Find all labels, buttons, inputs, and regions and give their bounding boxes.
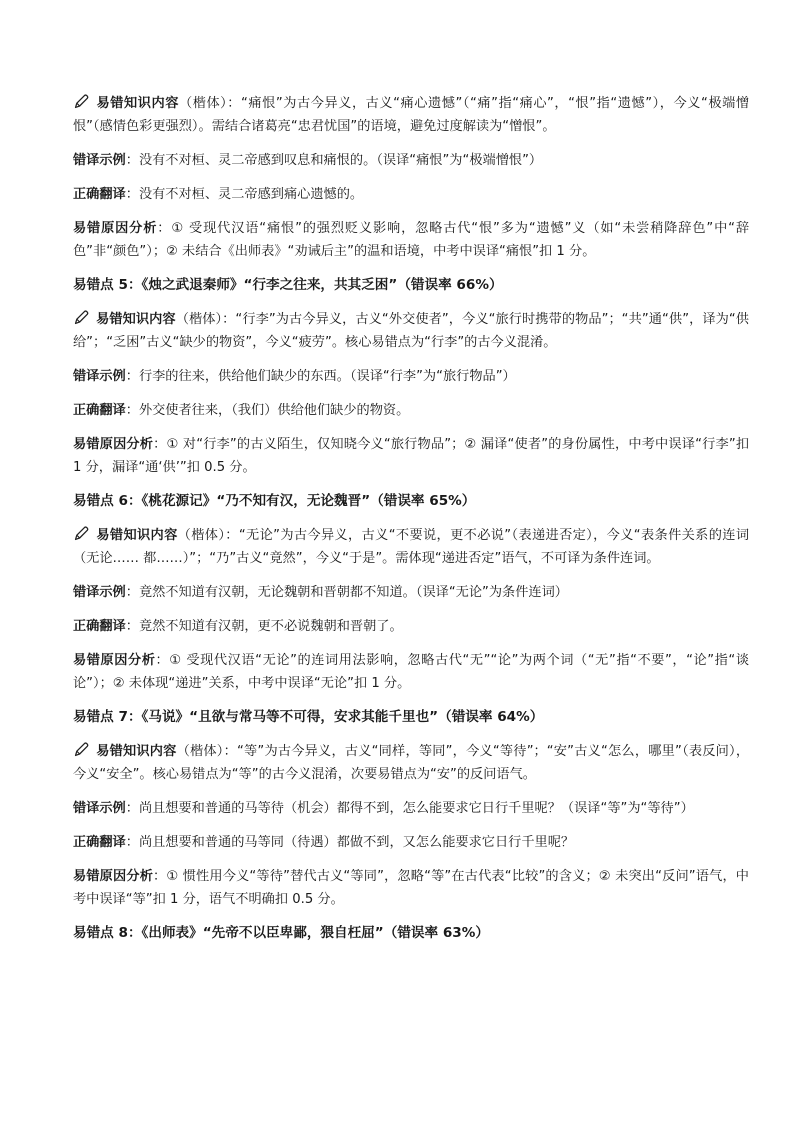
pencil-icon [73,741,90,758]
pencil-icon [73,309,90,326]
knowledge-text: “等”为古今异义，古义“同样，等同”，今义“等待”；“安”古义“怎么，哪里”（表反问），今义“安全”。核心易错点为“等”的古今义混淆，次要易错点为“安”的反问语气。 [73,744,750,782]
correct-label: 正确翻译 [73,403,126,418]
wrong-text: 竟然不知道有汉朝，无论魏朝和晋朝都不知道。（误译“无论”为条件连词） [138,585,568,600]
correct-translation-paragraph: 正确翻译：尚且想要和普通的马等同（待遇）都做不到，又怎么能要求它日行千里呢？ [73,835,575,850]
wrong-label: 错译示例 [73,585,126,600]
knowledge-paragraph [73,524,749,570]
knowledge-label: 易错知识内容 [96,528,178,543]
analysis-text: ① 对“行李”的古义陌生，仅知晓今义“旅行物品”；② 漏译“使者”的身份属性，中考中误译“行李”扣 1 分，漏译“通‘供’”扣 0.5 分。 [73,437,750,475]
wrong-text: 行李的往来，供给他们缺少的东西。（误译“行李”为“旅行物品”） [138,369,516,384]
wrong-label: 错译示例 [73,801,126,816]
analysis-paragraph: 易错原因分析：① 惯性用今义“等待”替代古义“等同”，忽略“等”在古代表“比较”的含义；② 未突出“反问”语气，中考中误译“等”扣 1 分，语气不明确扣 0.5 分。 [73,869,749,907]
analysis-label: 易错原因分析 [73,869,154,884]
knowledge-paragraph [73,308,749,354]
knowledge-text: “痛恨”为古今异义，古义“痛心遗憾”（“痛”指“痛心”，“恨”指“遗憾”），今义“极端憎恨”（感情色彩更强烈）。需结合诸葛亮“忠君忧国”的语境，避免过度解读为“憎恨”。 [73,96,750,134]
correct-text: 没有不对桓、灵二帝感到痛心遗憾的。 [138,187,364,202]
analysis-paragraph: 易错原因分析：① 对“行李”的古义陌生，仅知晓今义“旅行物品”；② 漏译“使者”的身份属性，中考中误译“行李”扣 1 分，漏译“通‘供’”扣 0.5 分。 [73,437,750,475]
correct-translation-paragraph: 正确翻译：没有不对桓、灵二帝感到痛心遗憾的。 [73,187,364,202]
section-heading-5: 易错点 5：《烛之武退秦师》“行李之往来，共其乏困”（错误率 66%） [73,277,503,293]
wrong-translation-paragraph: 错译示例：尚且想要和普通的马等待（机会）都得不到，怎么能要求它日行千里呢？（误译“等”为“等待”） [73,801,694,816]
analysis-label: 易错原因分析 [73,437,154,452]
wrong-label: 错译示例 [73,369,126,384]
knowledge-label: 易错知识内容 [96,312,176,327]
wrong-translation-paragraph: 错译示例：没有不对桓、灵二帝感到叹息和痛恨的。（误译“痛恨”为“极端憎恨”） [73,153,543,168]
pencil-icon [73,525,90,542]
wrong-translation-paragraph: 错译示例：竟然不知道有汉朝，无论魏朝和晋朝都不知道。（误译“无论”为条件连词） [73,585,568,600]
section-heading-6: 易错点 6：《桃花源记》“乃不知有汉，无论魏晋”（错误率 65%） [73,493,476,509]
correct-label: 正确翻译 [73,187,126,202]
knowledge-suffix: （楷体）： [175,312,236,327]
analysis-label: 易错原因分析 [73,221,158,236]
document-page [73,92,749,956]
correct-text: 竟然不知道有汉朝，更不必说魏朝和晋朝了。 [138,619,403,634]
analysis-text: ① 受现代汉语“痛恨”的强烈贬义影响，忽略古代“恨”多为“遗憾”义（如“未尝稍降辞色”中“辞色”非“颜色”）；② 未结合《出师表》“劝诫后主”的温和语境，中考中误译“痛恨”扣 1 分。 [73,221,750,259]
correct-label: 正确翻译 [73,835,126,850]
wrong-label: 错译示例 [73,153,126,168]
section-heading-8: 易错点 8：《出师表》“先帝不以臣卑鄙，猥自枉屈”（错误率 63%） [73,925,489,941]
wrong-text: 尚且想要和普通的马等待（机会）都得不到，怎么能要求它日行千里呢？（误译“等”为“等待”） [138,801,694,816]
knowledge-label: 易错知识内容 [96,744,177,759]
correct-text: 尚且想要和普通的马等同（待遇）都做不到，又怎么能要求它日行千里呢？ [138,835,575,850]
knowledge-text: “行李”为古今异义，古义“外交使者”，今义“旅行时携带的物品”；“共”通“供”，译为“供给”；“乏困”古义“缺少的物资”，今义“疲劳”。核心易错点为“行李”的古今义混淆。 [73,312,749,350]
wrong-translation-paragraph: 错译示例：行李的往来，供给他们缺少的东西。（误译“行李”为“旅行物品”） [73,369,516,384]
analysis-label: 易错原因分析 [73,653,156,668]
knowledge-paragraph [73,740,749,786]
wrong-text: 没有不对桓、灵二帝感到叹息和痛恨的。（误译“痛恨”为“极端憎恨”） [138,153,543,168]
correct-translation-paragraph: 正确翻译：外交使者往来，（我们）供给他们缺少的物资。 [73,403,410,418]
analysis-text: ① 惯性用今义“等待”替代古义“等同”，忽略“等”在古代表“比较”的含义；② 未突出“反问”语气，中考中误译“等”扣 1 分，语气不明确扣 0.5 分。 [73,869,749,907]
knowledge-label: 易错知识内容 [96,96,179,111]
knowledge-text: “无论”为古今异义，古义“不要说，更不必说”（表递进否定），今义“表条件关系的连词（无论…… 都……）”；“乃”古义“竟然”，今义“于是”。需体现“递进否定”语气，不可译为条件连词。 [73,528,750,566]
pencil-icon [73,93,90,110]
knowledge-suffix: （楷体）： [176,744,237,759]
knowledge-paragraph [73,92,749,138]
knowledge-suffix: （楷体）： [178,96,242,111]
analysis-paragraph: 易错原因分析：① 受现代汉语“痛恨”的强烈贬义影响，忽略古代“恨”多为“遗憾”义（如“未尝稍降辞色”中“辞色”非“颜色”）；② 未结合《出师表》“劝诫后主”的温和语境，中考中误译“痛恨”扣 1 分。 [73,221,750,259]
correct-translation-paragraph: 正确翻译：竟然不知道有汉朝，更不必说魏朝和晋朝了。 [73,619,403,634]
knowledge-suffix: （楷体）： [177,528,239,543]
analysis-paragraph: 易错原因分析：① 受现代汉语“无论”的连词用法影响，忽略古代“无”“论”为两个词（“无”指“不要”，“论”指“谈论”）；② 未体现“递进”关系，中考中误译“无论”扣 1 分。 [73,653,750,691]
analysis-text: ① 受现代汉语“无论”的连词用法影响，忽略古代“无”“论”为两个词（“无”指“不要”，“论”指“谈论”）；② 未体现“递进”关系，中考中误译“无论”扣 1 分。 [73,653,750,691]
correct-text: 外交使者往来，（我们）供给他们缺少的物资。 [138,403,410,418]
section-heading-7: 易错点 7：《马说》“且欲与常马等不可得，安求其能千里也”（错误率 64%） [73,709,544,725]
correct-label: 正确翻译 [73,619,126,634]
